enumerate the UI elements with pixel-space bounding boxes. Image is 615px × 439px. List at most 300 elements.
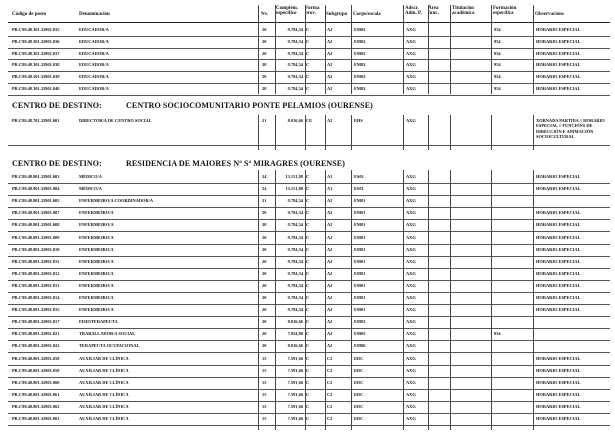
cell-corpo: EDC (354, 403, 364, 409)
table-row (0, 247, 615, 255)
column-divider (351, 170, 352, 430)
row-separator (8, 231, 610, 232)
row-separator (8, 195, 610, 196)
cell-sub: A1 (327, 186, 333, 192)
header-forma (305, 6, 319, 17)
header-area-line2: func. (428, 11, 439, 17)
row-separator (8, 244, 610, 245)
cell-sub: C2 (327, 403, 333, 409)
table-row (0, 74, 615, 82)
cell-obs: HORARIO ESPECIAL (536, 270, 581, 276)
cell-forma: C (306, 343, 310, 349)
cell-code: PR.C99.48.301.32901.040 (12, 86, 60, 91)
cell-adm: AXG (406, 295, 416, 300)
cell-sub: A2 (327, 50, 333, 56)
header-rule (8, 22, 610, 23)
cell-forma: C (306, 416, 310, 421)
header-subgrupo: Subgrupo (326, 12, 348, 17)
cell-corpo: EM02 (354, 27, 366, 32)
row-separator (8, 328, 610, 329)
row-separator (8, 340, 610, 341)
cell-niv: 20 (262, 343, 267, 349)
cell-sub: C2 (327, 355, 333, 361)
cell-niv: 20 (262, 258, 267, 264)
column-divider (351, 5, 352, 94)
row-separator (8, 268, 610, 269)
cell-adm: AXG (406, 282, 416, 288)
cell-adm: AXG (406, 234, 416, 240)
cell-corpo: EM05 (354, 331, 366, 337)
header-formacion (493, 6, 516, 17)
cell-comp: 7.591,66 (287, 367, 303, 373)
column-divider (351, 115, 352, 150)
cell-corpo: EDC (354, 355, 364, 361)
cell-sub: C2 (327, 367, 333, 373)
cell-denom: FISIOTERAPEUTA (79, 319, 118, 325)
header-adscr (405, 6, 422, 17)
cell-denom: ENFERMEIRO/A (79, 295, 114, 300)
cell-code: PR.C99.48.801.32901.011 (12, 258, 60, 264)
cell-adm: AXG (406, 62, 416, 68)
column-divider (403, 115, 404, 150)
cell-denom: ENFERMEIRO/A (79, 246, 114, 252)
cell-comp: 7.591,66 (287, 416, 303, 421)
cell-forma: C (306, 246, 310, 252)
column-divider (403, 170, 404, 430)
cell-forma: C (306, 331, 310, 337)
cell-comp: 9.784,34 (287, 270, 303, 276)
cell-code: PR.C99.48.801.32901.009 (12, 234, 60, 240)
cell-niv: 15 (262, 367, 267, 373)
table-row (0, 27, 615, 35)
table-row (0, 222, 615, 230)
cell-adm: AXG (406, 50, 416, 56)
cell-niv: 15 (262, 391, 267, 397)
table-header (0, 0, 615, 22)
cell-niv: 20 (262, 246, 267, 252)
cell-corpo: EM01 (354, 234, 366, 240)
cell-obs: HORARIO ESPECIAL (536, 27, 581, 32)
cell-niv: 15 (262, 403, 267, 409)
destination-label: CENTRO DE DESTINO: (12, 159, 102, 168)
cell-obs: HORARIO ESPECIAL (536, 282, 581, 288)
cell-code: PR.C99.48.801.32901.015 (12, 307, 60, 313)
cell-denom: AUXILIAR DE CLÍNICA (79, 367, 129, 373)
cell-forma: C (306, 270, 310, 276)
header-titulacion-line2: académica (452, 11, 475, 17)
row-separator (8, 425, 610, 426)
cell-denom: AUXILIAR DE CLÍNICA (79, 391, 129, 397)
cell-code: PR.C99.48.801.32901.003 (12, 174, 60, 179)
column-divider (305, 170, 306, 430)
row-separator (8, 207, 610, 208)
destination-name: RESIDENCIA DE MAIORES Nº Sª MIRAGRES (OURENSE) (126, 159, 346, 168)
cell-adm: AXG (406, 307, 416, 313)
cell-adm: AXG (406, 210, 416, 216)
header-corpo: Corpo/escala (353, 12, 381, 17)
table-row (0, 271, 615, 279)
cell-denom: ENFERMEIRO/A (79, 222, 114, 228)
cell-sub: A2 (327, 282, 333, 288)
cell-form: 954 (494, 38, 501, 44)
cell-denom: EDUCADOR/A (79, 74, 109, 80)
cell-comp: 13.151,88 (285, 186, 303, 192)
cell-code: PR.C99.48.801.32901.021 (12, 331, 60, 337)
cell-sub: A2 (327, 86, 333, 91)
column-divider (491, 170, 492, 430)
header-forma-line2: prov. (305, 11, 316, 17)
column-divider (258, 170, 259, 430)
cell-denom: AUXILIAR DE CLÍNICA (79, 379, 129, 385)
cell-adm: AXG (406, 403, 416, 409)
column-divider (275, 115, 276, 150)
row-separator (8, 377, 610, 378)
cell-denom: EDUCADOR/A (79, 62, 109, 68)
cell-code: PR.C99.48.301.32901.039 (12, 74, 60, 80)
cell-obs: HORARIO ESPECIAL (536, 307, 581, 313)
cell-corpo: EDC (354, 416, 364, 421)
cell-niv: 15 (262, 355, 267, 361)
cell-corpo: EM03 (354, 319, 366, 325)
row-separator (8, 304, 610, 305)
cell-obs: HORARIO ESPECIAL (536, 50, 581, 56)
cell-sub: A2 (327, 270, 333, 276)
cell-code: PR.C99.48.801.32901.008 (12, 222, 60, 228)
table-row (0, 186, 615, 194)
cell-corpo: EM01 (354, 210, 366, 216)
row-separator (8, 280, 610, 281)
cell-adm: AXG (406, 246, 416, 252)
cell-forma: C (306, 86, 310, 91)
column-divider (258, 115, 259, 150)
cell-obs: HORARIO ESPECIAL (536, 295, 581, 300)
cell-sub: A2 (327, 295, 333, 300)
cell-adm: AXG (406, 355, 416, 361)
cell-niv: 20 (262, 222, 267, 228)
cell-form: 954 (494, 50, 501, 56)
column-divider (258, 5, 259, 94)
cell-adm: AXG (406, 331, 416, 337)
cell-adm: AXG (406, 416, 416, 421)
cell-adm: AXG (406, 27, 416, 32)
row-separator (8, 401, 610, 402)
cell-sub: C2 (327, 416, 333, 421)
cell-obs: HORARIO ESPECIAL (536, 210, 581, 216)
cell-denom: EDUCADOR/A (79, 86, 109, 91)
cell-niv: 20 (262, 27, 267, 32)
row-separator (8, 145, 610, 146)
cell-corpo: EM01 (354, 198, 366, 204)
header-area (428, 6, 439, 17)
cell-sub: A2 (327, 62, 333, 68)
cell-obs: HORARIO ESPECIAL (536, 367, 581, 373)
cell-corpo: EM02 (354, 38, 366, 44)
cell-form: 954 (494, 86, 501, 91)
cell-comp: 9.784,34 (287, 86, 303, 91)
table-row (0, 319, 615, 327)
cell-code: PR.C99.48.801.32901.005 (12, 198, 60, 204)
cell-code: PR.C99.48.801.32901.059 (12, 367, 60, 373)
cell-denom: ENFERMEIRO/A (79, 258, 114, 264)
column-divider (491, 115, 492, 150)
cell-comp: 9.784,34 (287, 62, 303, 68)
column-divider (450, 170, 451, 430)
cell-corpo: EDC (354, 379, 364, 385)
cell-obs: HORARIO ESPECIAL (536, 379, 581, 385)
cell-adm: AXG (406, 222, 416, 228)
cell-niv: 20 (262, 86, 267, 91)
cell-obs: HORARIO ESPECIAL (536, 86, 581, 91)
column-divider (325, 170, 326, 430)
cell-code: PR.C99.48.701.32901.001 (12, 118, 60, 123)
cell-denom: ENFERMEIRO/A (79, 234, 114, 240)
cell-forma: C (306, 391, 310, 397)
cell-niv: 20 (262, 307, 267, 313)
cell-corpo: EM01 (354, 246, 366, 252)
header-titulacion (452, 6, 475, 17)
cell-obs: HORARIO ESPECIAL (536, 234, 581, 240)
header-formacion-line1: Formación (493, 6, 517, 11)
header-code: Código de posto (12, 12, 47, 17)
table-row (0, 118, 615, 140)
cell-comp: 9.784,34 (287, 295, 303, 300)
cell-niv: 21 (262, 198, 267, 204)
table-row (0, 356, 615, 364)
cell-sub: A2 (327, 210, 333, 216)
cell-niv: 21 (262, 118, 267, 123)
cell-corpo: EM01 (354, 258, 366, 264)
cell-denom: DIRECTOR/A DE CENTRO SOCIAL (79, 118, 152, 123)
cell-adm: AXG (406, 379, 416, 385)
cell-denom: ENFERMEIRO/A (79, 282, 114, 288)
cell-niv: 20 (262, 295, 267, 300)
column-divider (325, 5, 326, 94)
cell-comp: 8.016,66 (287, 319, 303, 325)
table-row (0, 380, 615, 388)
cell-comp: 7.591,66 (287, 355, 303, 361)
cell-comp: 8.016,66 (287, 118, 303, 123)
cell-obs: HORARIO ESPECIAL (536, 246, 581, 252)
cell-adm: AXG (406, 174, 416, 179)
cell-obs: HORARIO ESPECIAL (536, 74, 581, 80)
cell-niv: 20 (262, 234, 267, 240)
cell-code: PR.C99.48.801.32901.004 (12, 186, 60, 192)
row-separator (8, 83, 610, 84)
cell-niv: 20 (262, 62, 267, 68)
cell-sub: A2 (327, 331, 333, 337)
cell-forma: C (306, 38, 310, 44)
cell-corpo: EM01 (354, 295, 366, 300)
column-divider (428, 170, 429, 430)
cell-sub: A2 (327, 319, 333, 325)
cell-corpo: EM01 (354, 282, 366, 288)
cell-forma: C (306, 295, 310, 300)
cell-obs: HORARIO ESPECIAL (536, 38, 581, 44)
table-row (0, 295, 615, 303)
column-divider (533, 170, 534, 430)
cell-code: PR.C99.48.801.32901.063 (12, 416, 60, 421)
cell-code: PR.C99.48.801.32901.013 (12, 282, 60, 288)
table-row (0, 392, 615, 400)
cell-form: 954 (494, 62, 501, 68)
cell-corpo: EM06 (354, 343, 366, 349)
cell-comp: 9.784,34 (287, 258, 303, 264)
cell-code: PR.C99.48.801.32901.022 (12, 343, 60, 349)
cell-form: 954 (494, 27, 501, 32)
row-separator (8, 365, 610, 366)
cell-forma: C (306, 186, 310, 192)
cell-niv: 20 (262, 331, 267, 337)
row-separator (8, 219, 610, 220)
row-separator (8, 48, 610, 49)
column-divider (450, 5, 451, 94)
table-row (0, 343, 615, 351)
destination-label: CENTRO DE DESTINO: (12, 101, 102, 110)
cell-code: PR.C99.48.801.32901.017 (12, 319, 60, 325)
table-row (0, 235, 615, 243)
cell-denom: MÉDICO/A (79, 174, 102, 179)
column-divider (533, 5, 534, 94)
row-separator (8, 316, 610, 317)
cell-corpo: EDC (354, 367, 364, 373)
row-separator (8, 59, 610, 60)
cell-denom: TRABALLADOR/A SOCIAL (79, 331, 136, 337)
cell-adm: AXG (406, 319, 416, 325)
column-divider (533, 115, 534, 150)
cell-adm: AXG (406, 343, 416, 349)
cell-comp: 7.591,66 (287, 391, 303, 397)
cell-corpo: EM01 (354, 270, 366, 276)
cell-forma: C (306, 307, 310, 313)
cell-adm: AXG (406, 86, 416, 91)
table-row (0, 86, 615, 94)
header-obs: Observacións (535, 12, 564, 17)
cell-forma: C (306, 282, 310, 288)
table-row (0, 39, 615, 47)
cell-adm: AXG (406, 38, 416, 44)
cell-obs: HORARIO ESPECIAL (536, 403, 581, 409)
cell-niv: 20 (262, 282, 267, 288)
cell-comp: 9.784,34 (287, 234, 303, 240)
cell-denom: TERAPEUTA OCUPACIONAL (79, 343, 140, 349)
header-complen-line1: Complem. (276, 6, 299, 11)
cell-niv: 20 (262, 319, 267, 325)
cell-denom: MÉDICO/A (79, 186, 102, 192)
cell-sub: A2 (327, 222, 333, 228)
cell-denom: ENFERMEIRO/A COORDINADOR/A (79, 198, 154, 204)
cell-code: PR.C99.48.801.32901.058 (12, 355, 60, 361)
cell-niv: 24 (262, 174, 267, 179)
cell-code: PR.C99.48.301.32901.037 (12, 50, 60, 56)
cell-comp: 9.784,34 (287, 246, 303, 252)
cell-denom: AUXILIAR DE CLÍNICA (79, 355, 129, 361)
cell-sub: A2 (327, 343, 333, 349)
cell-sub: A2 (327, 234, 333, 240)
table-row (0, 210, 615, 218)
cell-niv: 20 (262, 74, 267, 80)
table-row (0, 283, 615, 291)
cell-forma: C (306, 234, 310, 240)
row-separator (8, 256, 610, 257)
cell-adm: AXG (406, 118, 416, 123)
row-separator (8, 71, 610, 72)
cell-code: PR.C99.48.801.32901.061 (12, 391, 60, 397)
table-row (0, 174, 615, 182)
cell-niv: 15 (262, 416, 267, 421)
cell-comp: 9.784,34 (287, 50, 303, 56)
destination-heading-1 (12, 101, 373, 110)
cell-denom: ENFERMEIRO/A (79, 307, 114, 313)
cell-corpo: EM02 (354, 62, 366, 68)
destination-heading-2 (12, 159, 346, 168)
cell-corpo: EM01 (354, 307, 366, 313)
cell-denom: EDUCADOR/A (79, 38, 109, 44)
cell-sub: A2 (327, 38, 333, 44)
table-row (0, 62, 615, 70)
row-separator (8, 389, 610, 390)
row-separator (8, 95, 610, 96)
column-divider (491, 5, 492, 94)
cell-corpo: EM02 (354, 50, 366, 56)
cell-niv: 15 (262, 379, 267, 385)
header-denom: Denominación (79, 12, 110, 17)
cell-code: PR.C99.48.801.32901.060 (12, 379, 60, 385)
cell-sub: C2 (327, 379, 333, 385)
cell-comp: 13.151,88 (285, 174, 303, 179)
cell-code: PR.C99.48.801.32901.012 (12, 270, 60, 276)
cell-forma: C (306, 174, 310, 179)
cell-obs: HORARIO ESPECIAL (536, 416, 581, 421)
cell-sub: A1 (327, 174, 333, 179)
cell-comp: 9.784,34 (287, 74, 303, 80)
column-divider (450, 115, 451, 150)
cell-comp: 9.784,34 (287, 38, 303, 44)
cell-corpo: EHS (354, 118, 363, 123)
row-separator (8, 352, 610, 353)
cell-forma: C (306, 62, 310, 68)
cell-adm: AXG (406, 258, 416, 264)
table-row (0, 331, 615, 339)
cell-form: 954 (494, 74, 501, 80)
cell-code: PR.C99.48.301.32901.038 (12, 62, 60, 68)
cell-denom: AUXILIAR DE CLÍNICA (79, 403, 129, 409)
cell-forma: C (306, 222, 310, 228)
cell-code: PR.C99.48.801.32901.010 (12, 246, 60, 252)
cell-code: PR.C99.48.801.32901.062 (12, 403, 60, 409)
cell-forma: C (306, 355, 310, 361)
cell-corpo: EM01 (354, 222, 366, 228)
header-adscr-line2: Adm. P. (405, 11, 422, 17)
cell-adm: AXG (406, 74, 416, 80)
column-divider (275, 5, 276, 94)
column-divider (305, 5, 306, 94)
row-separator (8, 36, 610, 37)
cell-forma: C (306, 50, 310, 56)
cell-corpo: ES01 (354, 186, 364, 192)
table-row (0, 307, 615, 315)
cell-comp: 9.784,34 (287, 222, 303, 228)
cell-corpo: ES01 (354, 174, 364, 179)
cell-forma: C (306, 319, 310, 325)
cell-forma: C (306, 367, 310, 373)
cell-comp: 9.784,34 (287, 282, 303, 288)
table-row (0, 416, 615, 424)
cell-denom: ENFERMEIRO/A (79, 210, 114, 216)
cell-forma: CE (306, 118, 313, 123)
cell-comp: 9.784,34 (287, 27, 303, 32)
cell-corpo: EM02 (354, 86, 366, 91)
cell-niv: 20 (262, 50, 267, 56)
